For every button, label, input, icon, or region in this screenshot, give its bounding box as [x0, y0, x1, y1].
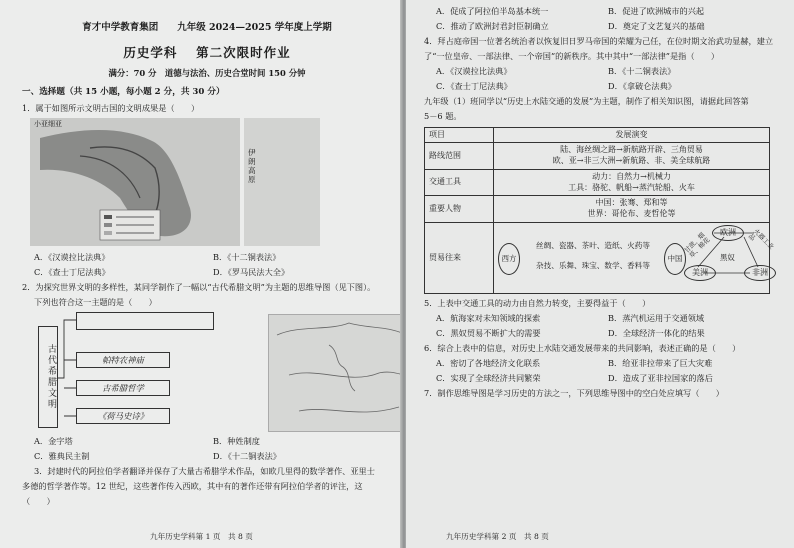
- question-1-map: [30, 118, 320, 246]
- question-2-options-row-1: [22, 436, 392, 447]
- vehicles-line-1: 动力：自然力→机械力: [592, 171, 671, 181]
- row-vehicles-content: [494, 169, 770, 196]
- mind-node-philosophy: 古希腊哲学: [76, 380, 170, 396]
- q3-option-a[interactable]: A．促成了阿拉伯半岛基本统一: [436, 6, 549, 16]
- question-3-line-3: （ ）: [22, 496, 55, 507]
- row-route-content: [494, 143, 770, 170]
- q5-option-a[interactable]: A．航海家对未知领域的探索: [436, 313, 541, 324]
- greek-mind-map: [38, 312, 392, 430]
- section-heading: 一、选择题（共 15 小题，每小题 2 分，共 30 分）: [22, 87, 225, 98]
- trade-west-oval: 西方: [498, 243, 520, 275]
- question-1: 1．属于如图所示文明古国的文明成果是（ ）: [22, 102, 200, 113]
- row-label-route: 路线范围: [425, 143, 494, 170]
- mind-map-blank-box: [76, 312, 214, 330]
- question-3-options-row-1: [424, 6, 780, 17]
- triangle-europe: 欧洲: [712, 225, 744, 241]
- triangle-africa: 非洲: [744, 265, 776, 281]
- exam-subtitle: 满分：70 分 道德与法治、历史合堂时间 150 分钟: [108, 67, 306, 78]
- question-4-line-1: 4．拜占庭帝国一位著名统治者以恢复旧日罗马帝国的荣耀为己任，在位时期文治武功显赫，建立: [424, 36, 774, 47]
- q2-option-c[interactable]: C．雅典民主制: [34, 451, 90, 461]
- mind-map-connectors: [58, 318, 80, 428]
- question-5-options-row-2: [424, 328, 780, 339]
- q5-option-b[interactable]: B．蒸汽机运用于交通领域: [608, 313, 705, 324]
- table-header-item: 项目: [425, 127, 494, 143]
- q5-option-c[interactable]: C．黑奴贸易不断扩大的需要: [436, 328, 541, 339]
- mind-node-parthenon: 帕特农神庙: [76, 352, 170, 368]
- map-label-asia-minor: 小亚细亚: [34, 119, 62, 128]
- question-4-options-row-1: [424, 66, 780, 77]
- q3-option-d[interactable]: D．奠定了文艺复兴的基础: [608, 21, 705, 32]
- school-header: 育才中学教育集团 九年级 2024—2025 学年度上学期: [82, 22, 332, 33]
- row-label-vehicles: 交通工具: [425, 169, 494, 196]
- table-intro-line-1: 九年级（1）班同学以“历史上水陆交通的发展”为主题，制作了相关知识图，请据此回答第: [424, 96, 749, 107]
- question-1-options-row-2: [22, 267, 392, 278]
- question-2-line-1: 2．为探究世界文明的多样性，某同学制作了一幅以“古代希腊文明”为主题的思维导图（见下图）。: [22, 281, 376, 292]
- mesopotamia-map-image: [30, 118, 240, 246]
- question-1-options-row-1: [22, 252, 392, 263]
- row-label-people: 重要人物: [425, 196, 494, 223]
- route-line-1: 陆、海丝绸之路→新航路开辟、三角贸易: [560, 145, 703, 155]
- q3-option-b[interactable]: B．促进了欧洲城市的兴起: [608, 6, 705, 16]
- q4-option-a[interactable]: A．《汉谟拉比法典》: [436, 66, 512, 77]
- question-4-line-2: 了“一位皇帝、一部法律、一个帝国”的新秩序。其中其中“一部法律”是指（ ）: [424, 51, 720, 62]
- question-3-line-1: 3．封建时代的阿拉伯学者翻译并保存了大量古希腊学术作品，如欧几里得的数学著作、亚里士: [34, 466, 375, 477]
- q5-option-d[interactable]: D．全球经济一体化的结果: [608, 328, 705, 339]
- q6-option-b[interactable]: B．给亚非拉带来了巨大灾难: [608, 358, 713, 369]
- triangle-side-goods: 火器工业品: [746, 227, 776, 251]
- mind-node-homer-epics: 《荷马史诗》: [76, 408, 170, 424]
- table-header-evolution: 发展演变: [494, 127, 770, 143]
- question-3-line-2: 多德的哲学著作等。12 世纪，这些著作传入西欧，其中有的著作还带有阿拉伯学者的评注，这: [22, 481, 363, 492]
- q1-option-d[interactable]: D．《罗马民法大全》: [213, 266, 290, 277]
- q6-option-c[interactable]: C．实现了全球经济共同繁荣: [436, 373, 541, 384]
- triangle-america: 美洲: [684, 265, 716, 281]
- table-row: [425, 169, 770, 196]
- question-2-options-row-2: [22, 451, 392, 462]
- question-6-options-row-2: [424, 373, 780, 384]
- question-6: 6．综合上表中的信息，对历史上水陆交通发展带来的共同影响，表述正确的是（ ）: [424, 343, 741, 354]
- trade-goods-in: 杂技、乐舞、珠宝、数学、香料等: [536, 261, 650, 271]
- q1-option-c[interactable]: C．《查士丁尼法典》: [34, 266, 110, 277]
- question-6-options-row-1: [424, 358, 780, 369]
- q1-option-a[interactable]: A．《汉谟拉比法典》: [34, 251, 110, 262]
- table-row: [425, 143, 770, 170]
- question-3-options-row-2: [424, 21, 780, 32]
- q6-option-a[interactable]: A．密切了各地经济文化联系: [436, 358, 541, 369]
- q4-option-b[interactable]: B．《十二铜表法》: [608, 66, 676, 77]
- q2-option-b[interactable]: B．种姓制度: [213, 435, 260, 446]
- question-2-line-2: 下列也符合这一主题的是（ ）: [34, 296, 157, 307]
- trade-china-oval: 中国: [664, 243, 686, 275]
- europe-sketch-map: [268, 314, 420, 432]
- q1-option-b[interactable]: B．《十二铜表法》: [213, 251, 281, 262]
- table-row: [425, 223, 770, 294]
- vehicles-line-2: 工具：骆驼、帆船→蒸汽轮船、火车: [568, 182, 695, 192]
- row-trade-content: [494, 223, 776, 294]
- triangle-middle-label: 黑奴: [720, 253, 735, 263]
- row-people-content: [494, 196, 770, 223]
- right-page: [406, 0, 794, 548]
- q2-option-a[interactable]: A．金字塔: [34, 435, 73, 446]
- table-header-row: [425, 127, 770, 143]
- people-line-2: 世界：哥伦布、麦哲伦等: [587, 209, 676, 219]
- q4-option-d[interactable]: D．《拿破仑法典》: [608, 81, 676, 92]
- mind-map-root: 古代希腊文明: [38, 326, 58, 428]
- transport-development-table: [424, 127, 776, 295]
- map-figure: [30, 118, 240, 246]
- route-line-2: 欧、亚→非三大洲→新航路、非、美全球航路: [552, 156, 711, 166]
- row-label-trade: 贸易往来: [425, 223, 494, 294]
- table-intro-line-2: 5－6 题。: [424, 111, 462, 122]
- table-row: [425, 196, 770, 223]
- page-title: 历史学科 第二次限时作业: [123, 44, 291, 60]
- q6-option-d[interactable]: D．造成了亚非拉国家的落后: [608, 373, 713, 384]
- sketch-map-image: [269, 315, 419, 431]
- question-4-options-row-2: [424, 81, 780, 92]
- trade-goods-out: 丝绸、瓷器、茶叶、造纸、火药等: [536, 241, 650, 251]
- question-5: 5．上表中交通工具的动力由自然力转变，主要得益于（ ）: [424, 298, 651, 309]
- map-inset: [244, 118, 320, 246]
- map-label-iran-plateau: 伊朗高原: [248, 147, 256, 184]
- q3-option-c[interactable]: C．推动了欧洲封君封臣制确立: [436, 21, 549, 32]
- q2-option-d[interactable]: D．《十二铜表法》: [213, 451, 281, 461]
- question-5-options-row-1: [424, 313, 780, 324]
- page-2-footer: 九年历史学科第 2 页 共 8 页: [446, 531, 549, 541]
- people-line-1: 中国：张骞、郑和等: [595, 198, 668, 208]
- q4-option-c[interactable]: C．《查士丁尼法典》: [436, 81, 512, 92]
- triangle-side-cargo: 甘蔗、烟草、棉花: [682, 230, 712, 260]
- trade-diagram: [498, 225, 776, 291]
- question-7: 7．制作思维导图是学习历史的方法之一，下列思维导图中的空白处应填写（ ）: [424, 388, 724, 399]
- page-1-footer: 九年历史学科第 1 页 共 8 页: [150, 531, 253, 541]
